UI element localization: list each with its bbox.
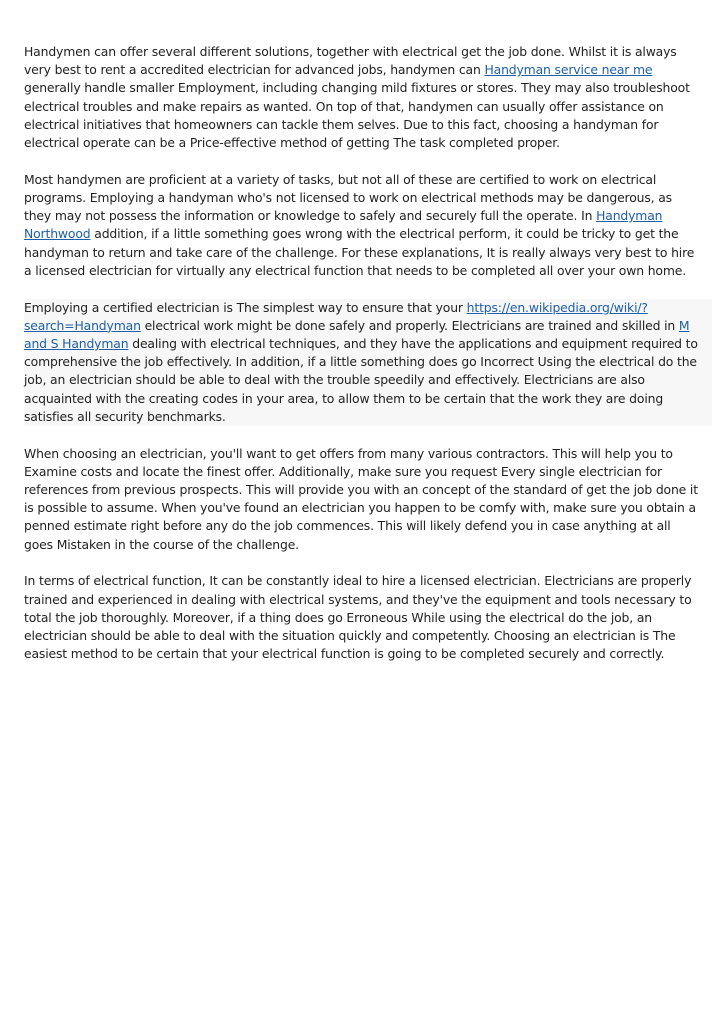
paragraph-3 <box>24 299 712 426</box>
document-page <box>24 43 698 682</box>
paragraph-3-text-a: Employing a certified electrician is The simplest way to ensure that your <box>24 299 467 315</box>
link-handyman-northwood[interactable]: Handyman Northwood <box>24 208 663 242</box>
link-wikipedia-handyman[interactable]: https://en.wikipedia.org/wiki/?search=Handyman <box>24 299 648 333</box>
paragraph-5: In terms of electrical function, It can be constantly ideal to hire a licensed electrician. Electricians are properly trained and experienced in dealing with electrical systems, and they've the equipment and tools necessary to total the job thoroughly. Moreover, if a thing does go Erroneous While using the electrical do the job, an electrician should be able to deal with the situation quickly and competently. Choosing an electrician is The easiest method to be certain that your electrical function is going to be completed securely and correctly. <box>24 573 692 662</box>
paragraph-1-text-a: Handymen can offer several different solutions, together with electrical get the job done. Whilst it is always very best to rent a accredited electrician for advanced jobs, handymen can <box>24 44 677 78</box>
paragraph-1 <box>24 43 698 152</box>
paragraph-3-text-b: electrical work might be done safely and properly. Electricians are trained and skilled in <box>140 317 679 333</box>
paragraph-2 <box>24 171 698 280</box>
paragraph-1-text-b: generally handle smaller Employment, including changing mild fixtures or stores. They may also troubleshoot electrical troubles and make repairs as wanted. On top of that, handymen can usually offer assistance on electrical initiatives that homeowners can tackle them selves. Due to this fact, choosing a handyman for electrical operate can be a Price-effective method of getting The task completed proper. <box>24 80 690 151</box>
paragraph-2-text-b: addition, if a little something goes wrong with the electrical perform, it could be tricky to get the handyman to return and take care of the challenge. For these explanations, It is really always very best to hire a licensed electrician for virtually any electrical function that needs to be completed all over your own home. <box>24 226 695 278</box>
link-m-and-s-handyman[interactable]: M and S Handyman <box>24 317 690 352</box>
link-handyman-service-near-me[interactable]: Handyman service near me <box>484 62 653 78</box>
paragraph-2-text-a: Most handymen are proficient at a variety of tasks, but not all of these are certified to work on electrical programs. Employing a handyman who's not licensed to work on electrical methods may be dangerous, as they may not possess the information or knowledge to safely and securely full the operate. In <box>24 171 672 224</box>
paragraph-3-text-c: dealing with electrical techniques, and they have the applications and equipment required to comprehensive the job effectively. In addition, if a little something does go Incorrect Using the electrical do the job, an electrician should be able to deal with the trouble speedily and effectively. Electricians are also acquainted with the creating codes in your area, to allow them to be certain that the work they are doing satisfies all security benchmarks. <box>24 336 698 424</box>
paragraph-4: When choosing an electrician, you'll want to get offers from many various contractors. This will help you to Examine costs and locate the finest offer. Additionally, make sure you request Every single electrician for references from previous prospects. This will provide you with an concept of the standard of get the job done it is possible to assume. When you've found an electrician you happen to be comfy with, make sure you obtain a penned estimate right before any do the job commences. This will likely defend you in case anything at all goes Mistaken in the course of the challenge. <box>24 445 698 552</box>
